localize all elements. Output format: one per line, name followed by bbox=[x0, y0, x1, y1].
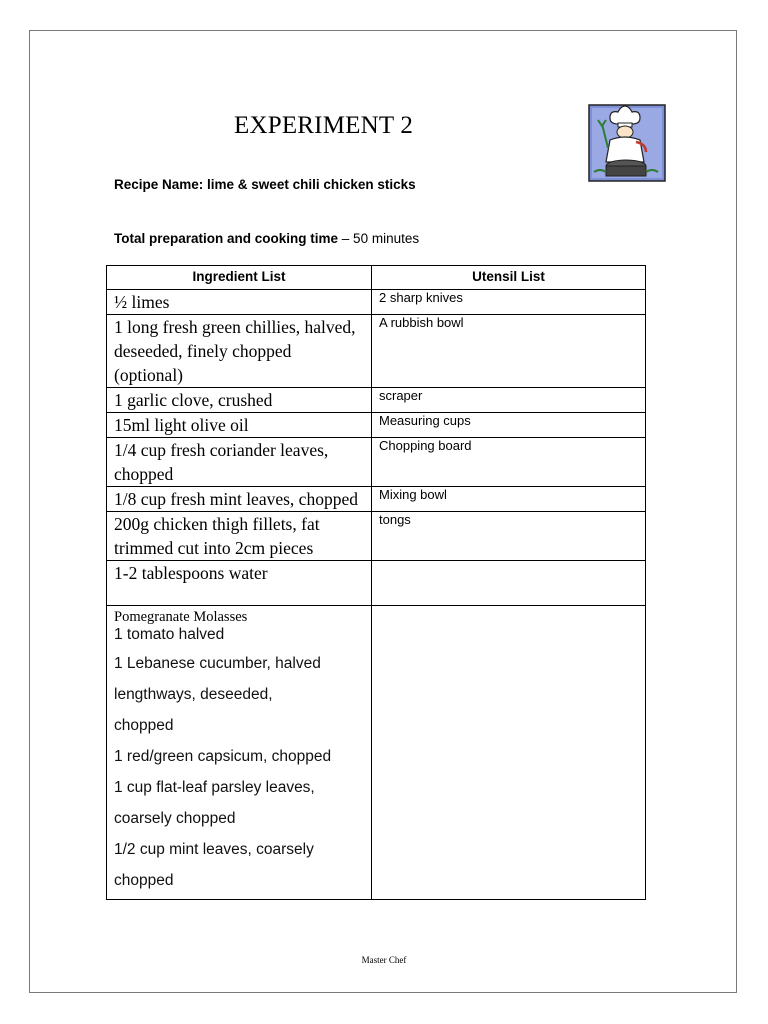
document-title: EXPERIMENT 2 bbox=[234, 112, 414, 139]
utensil-cell-empty bbox=[372, 606, 646, 900]
list-item: 1 red/green capsicum, chopped bbox=[114, 748, 332, 765]
utensil-cell: Mixing bowl bbox=[372, 487, 646, 512]
molasses-title: Pomegranate Molasses bbox=[114, 609, 248, 625]
utensil-cell bbox=[372, 561, 646, 606]
list-item: 1 cup flat-leaf parsley leaves, bbox=[114, 779, 315, 796]
list-item: chopped bbox=[114, 717, 174, 734]
table-row bbox=[107, 413, 646, 438]
ingredient-cell: 1-2 tablespoons water bbox=[107, 561, 372, 606]
ingredient-cell: 1/8 cup fresh mint leaves, chopped bbox=[107, 487, 372, 512]
ingredient-cell: 1/4 cup fresh coriander leaves, chopped bbox=[107, 438, 372, 487]
utensil-cell: 2 sharp knives bbox=[372, 290, 646, 315]
utensil-cell: Chopping board bbox=[372, 438, 646, 487]
utensil-cell: A rubbish bowl bbox=[372, 315, 646, 388]
ingredient-list-header: Ingredient List bbox=[107, 266, 372, 290]
list-item: lengthways, deseeded, bbox=[114, 686, 273, 703]
total-time bbox=[114, 231, 419, 246]
molasses-list bbox=[114, 625, 364, 896]
molasses-cell bbox=[107, 606, 372, 900]
utensil-list-header: Utensil List bbox=[372, 266, 646, 290]
table-row bbox=[107, 561, 646, 606]
ingredient-utensil-table bbox=[106, 265, 646, 900]
table-row bbox=[107, 512, 646, 561]
ingredient-cell: ½ limes bbox=[107, 290, 372, 315]
total-time-value: – 50 minutes bbox=[341, 231, 420, 246]
ingredient-cell: 1 long fresh green chillies, halved, deseeded, finely chopped (optional) bbox=[107, 315, 372, 388]
ingredient-cell: 1 garlic clove, crushed bbox=[107, 388, 372, 413]
list-item: coarsely chopped bbox=[114, 810, 236, 827]
table-row bbox=[107, 438, 646, 487]
page-footer: Master Chef bbox=[361, 955, 407, 965]
total-time-label: Total preparation and cooking time bbox=[114, 231, 339, 246]
table-row bbox=[107, 315, 646, 388]
list-item: 1 Lebanese cucumber, halved bbox=[114, 655, 321, 672]
table-row-molasses bbox=[107, 606, 646, 900]
recipe-name: Recipe Name: lime & sweet chili chicken sticks bbox=[114, 177, 416, 192]
table-row bbox=[107, 388, 646, 413]
ingredient-cell: 200g chicken thigh fillets, fat trimmed cut into 2cm pieces bbox=[107, 512, 372, 561]
table-row bbox=[107, 290, 646, 315]
list-item: 1 tomato halved bbox=[114, 626, 225, 643]
utensil-cell: scraper bbox=[372, 388, 646, 413]
table-header-row bbox=[107, 266, 646, 290]
table-row bbox=[107, 487, 646, 512]
utensil-cell: tongs bbox=[372, 512, 646, 561]
list-item: chopped bbox=[114, 872, 174, 889]
ingredient-cell: 15ml light olive oil bbox=[107, 413, 372, 438]
chef-cooking-icon bbox=[588, 104, 666, 182]
list-item: 1/2 cup mint leaves, coarsely bbox=[114, 841, 314, 858]
utensil-cell: Measuring cups bbox=[372, 413, 646, 438]
